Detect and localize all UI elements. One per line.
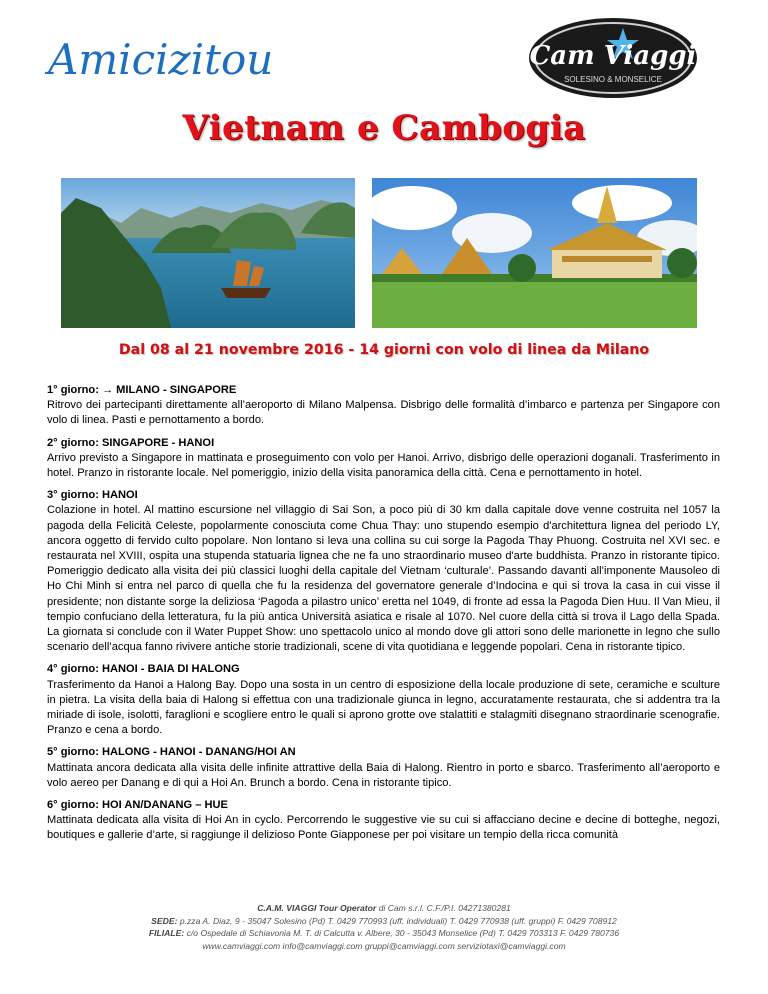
- day-description: Arrivo previsto a Singapore in mattinata e proseguimento con volo per Hanoi. Arrivo, disbrigo delle operazioni doganali. Trasferimento in hotel. Pranzo in ristorante locale. Nel pomeriggio, inizio della visita panoramica della città. Cena e pernottamento in hotel.: [47, 451, 720, 480]
- day-item: [47, 383, 720, 429]
- itinerary: [47, 383, 720, 851]
- day-item: [47, 745, 720, 791]
- day-item: [47, 662, 720, 738]
- day-heading: 1° giorno: → MILANO - SINGAPORE: [47, 384, 237, 396]
- footer-sede-text: p.zza A. Diaz, 9 - 35047 Solesino (Pd) T. 0429 770993 (uff. individuali) T. 0429 770938 (uff. gruppi) F. 0429 708912: [179, 915, 617, 926]
- footer-contacts[interactable]: www.camviaggi.com info@camviaggi.com gruppi@camviaggi.com serviziotaxi@camviaggi.com: [202, 940, 566, 951]
- page-title: Vietnam e Cambogia: [182, 108, 586, 148]
- day-description: Colazione in hotel. Al mattino escursione nel villaggio di Sai Son, a poco più di 30 km dalla capitale dove venne costruita nel 1057 la pagoda della Felicità Celeste, popolarmente conosciuta come Chua Thay: uno stupendo esempio d'architettura lignea del periodo LY, ancora oggetto di fervido culto popolare. Non lontano si leva una collina su cui sorge la Pagoda Thay Phuong. Costruita nel XVI sec. e restaurata nel XVIII, ospita una stupenda statuaria lignea che ne fa uno straordinario museo d'arte buddhista. Pranzo in ristorante tipico. Pomeriggio dedicato alla visita dei più classici luoghi della capitale del Vietnam ‘culturale’. Passando davanti all’imponente Mausoleo di Ho Chi Minh si entra nel parco di quella che fu la residenza del governatore generale d’Indocina e qui si trova la casa in cui visse il presidente; non distante sorge la deliziosa ‘Pagoda a pilastro unico’ eretta nel 1049, di fronte ad essa la Pagoda Dien Huu. Il Van Mieu, il tempio confuciano della letteratura, fu la più antica Università asiatica e risale al 1070. Nel cuore della città si trova il Lago della Spada. La giornata si conclude con il Water Puppet Show: uno spettacolo unico al mondo dove gli attori sono delle marionette in legno che sullo scenario dell’acqua fanno rivivere antiche storie tradizionali, scene di vita quotidiana e leggende popolari. Cena in ristorante tipico.: [47, 504, 720, 654]
- day-description: Mattinata ancora dedicata alla visita delle infinite attrattive della Baia di Halong. Rientro in porto e sbarco. Trasferimento all’aeroporto e volo aereo per Danang e di qui a Hoi An. Brunch a bordo. Cena in ristorante tipico.: [47, 761, 720, 789]
- day-description: Trasferimento da Hanoi a Halong Bay. Dopo una sosta in un centro di esposizione della locale produzione di sete, ceramiche e sculture in pietra. La visita della baia di Halong si effettua con una tradizionale giunca in legno, accuratamente restaurata, che si addentra tra la miriade di isole, isolotti, faraglioni e scogliere entro le quali si aprono grotte ove stalattiti e stalagmiti disegnano straordinarie scenografie. Pranzo e cena a bordo.: [47, 678, 720, 737]
- day-description: Mattinata dedicata alla visita di Hoi An in cyclo. Percorrendo le suggestive vie su cui si affacciano decine e decine di botteghe, negozi, boutiques e gallerie d’arte, si raggiunge il delizioso Ponte Giapponese per poi visitare un tempio della ricca comunità: [47, 814, 720, 842]
- footer-filiale-text: c/o Ospedale di Schiavonia M. T. di Calcutta v. Albere, 30 - 35043 Monselice (Pd) T. 0429 703313 F. 0429 780736: [186, 928, 620, 939]
- footer: [0, 902, 768, 952]
- footer-filiale-label: FILIALE:: [148, 928, 185, 939]
- cam-viaggi-logo-text: Cam Viaggi: [529, 41, 697, 71]
- halong-bay-photo: [61, 178, 355, 328]
- footer-sede-label: SEDE:: [151, 915, 178, 926]
- footer-company: [0, 902, 768, 915]
- day-heading: 3° giorno: HANOI: [47, 489, 138, 502]
- day-heading: 6° giorno: HOI AN/DANANG – HUE: [47, 799, 228, 812]
- amicizitour-logo: [44, 22, 274, 92]
- day-heading: 5° giorno: HALONG - HANOI - DANANG/HOI AN: [47, 746, 296, 759]
- day-item: [47, 798, 720, 844]
- royal-palace-photo: [372, 178, 697, 328]
- day-item: [47, 436, 720, 482]
- day-heading: 4° giorno: HANOI - BAIA DI HALONG: [47, 663, 240, 676]
- amicizitour-logo-text: Amicizitour: [48, 35, 274, 84]
- footer-filiale: [0, 927, 768, 940]
- day-item: [47, 488, 720, 655]
- day-description: Ritrovo dei partecipanti direttamente all’aeroporto di Milano Malpensa. Disbrigo delle formalità d’imbarco e partenza per Singapore con volo di linea. Pasti e pernottamento a bordo.: [47, 399, 720, 427]
- travel-dates: Dal 08 al 21 novembre 2016 - 14 giorni con volo di linea da Milano: [118, 342, 650, 358]
- cam-viaggi-logo-sub: SOLESINO & MONSELICE: [564, 75, 662, 84]
- day-heading: 2° giorno: SINGAPORE - HANOI: [47, 436, 215, 449]
- footer-sede: [0, 915, 768, 928]
- cam-viaggi-logo: [528, 14, 698, 102]
- footer-company-name: C.A.M. VIAGGI Tour Operator: [257, 903, 377, 913]
- footer-company-details: di Cam s.r.l. C.F./P.I. 04271380281: [378, 903, 511, 913]
